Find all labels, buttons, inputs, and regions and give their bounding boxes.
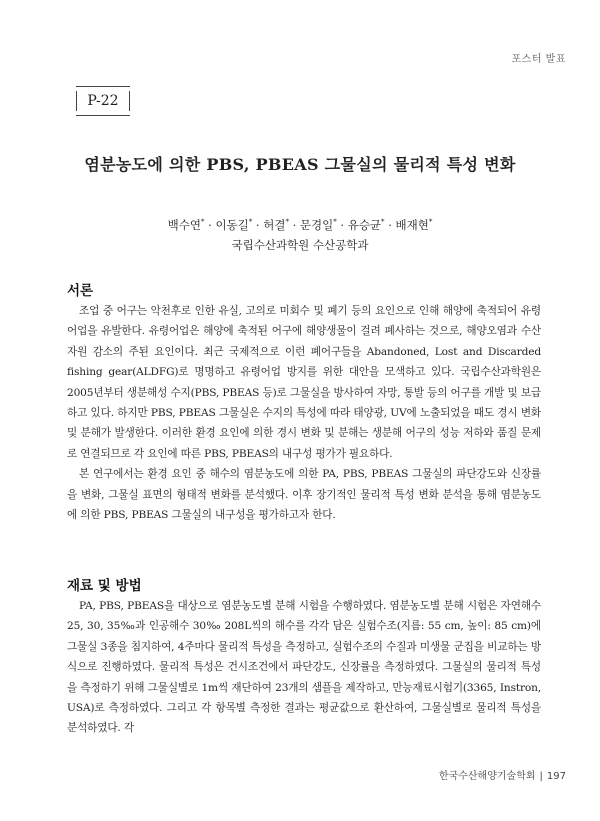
author-separator: · [288,217,300,232]
author-name: 허결 [263,217,286,232]
poster-code-badge: P-22 [76,86,130,116]
author-mark: * [333,218,337,226]
author-mark: * [381,218,385,226]
author-name: 배재현 [395,217,429,232]
author-name: 유승균 [347,217,382,232]
author-mark: * [428,218,433,226]
author-list [0,212,600,235]
page-number: 197 [546,771,566,782]
section-body-intro [67,301,541,525]
paragraph: 본 연구에서는 환경 요인 중 해수의 염분농도에 의한 PA, PBS, PBEAS 그물실의 파단강도와 신장률을 변화, 그물실 표면의 형태적 변화를 분석했다. 이후 장기적인 물리적 특성 변화 분석을 통해 염분농도에 의한 PBS, PBEAS 그물실의 내구성을 평가하고자 한다. [67,468,541,522]
author-mark: * [285,218,289,226]
author-separator: · [336,217,348,232]
paragraph: PA, PBS, PBEAS을 대상으로 염분농도별 분해 시험을 수행하였다. 염분농도별 분해 시험은 자연해수 25, 30, 35‰과 인공해수 30‰ 208L씩의 해수를 각각 담은 실험수조(지름: 55 cm, 높이: 85 cm)에 그물실 3종을 침지하여, 4주마다 물리적 특성을 측정하고, 실험수조의 수질과 미생물 군집을 비교하는 방식으로 진행하였다. 물리적 특성은 건시조건에서 파단강도, 신장률을 측정하였다. 그물실의 물리적 특성을 측정하기 위해 그물실별로 1m씩 재단하여 23개의 샘플을 제작하고, 만능재료시험기(3365, Instron, USA)로 측정하였다. 그리고 각 항목별 측정한 결과는 평균값으로 환산하여, 그물실별로 물리적 특성을 분석하였다. 각 [67,600,541,735]
page-footer [439,767,566,782]
paper-title: 염분농도에 의한 PBS, PBEAS 그물실의 물리적 특성 변화 [84,155,516,174]
header-section-tag: 포스터 발표 [511,54,566,65]
author-mark: * [200,218,205,226]
section-body-methods [67,596,541,739]
author-mark: * [248,218,253,226]
paragraph: 조업 중 어구는 악천후로 인한 유실, 고의로 미회수 및 폐기 등의 요인으로 인해 해양에 축적되어 유령어업을 유발한다. 유령어업은 해양에 축적된 어구에 해양생물이 걸려 폐사하는 것으로, 해양오염과 수산자원 감소의 주된 요인이다. 최근 국제적으로 이런 폐어구들을 Abandoned, Lost and Discarded fishing gear(ALDFG)로 명명하고 유령어업 방지를 위한 대안을 모색하고 있다. 국립수산과학원은 2005년부터 생분해성 수지(PBS, PBEAS 등)로 그물실을 방사하여 자망, 통발 등의 어구를 개발 및 보급하고 있다. 하지만 PBS, PBEAS 그물실은 수지의 특성에 따라 태양광, UV에 노출되었을 때도 경시 변화 및 분해가 발생한다. 이러한 환경 요인에 의한 경시 변화 및 분해는 생분해 어구의 성능 저하와 품질 문제로 연결되므로 각 요인에 따른 PBS, PBEAS의 내구성 평가가 필요하다. [67,305,541,460]
author-name: 문경일 [299,217,334,232]
author-name: 백수연 [167,217,201,232]
author-separator: · [384,217,396,232]
author-name: 이동길 [215,217,249,232]
footer-society: 한국수산해양기술학회 [438,771,536,782]
author-separator: · [204,217,216,232]
section-heading-methods: 재료 및 방법 [67,578,142,594]
section-heading-intro: 서론 [67,283,94,299]
author-affiliation: 국립수산과학원 수산공학과 [231,237,369,252]
footer-separator: | [539,771,543,782]
author-separator: · [252,217,264,232]
author-block [0,212,600,255]
